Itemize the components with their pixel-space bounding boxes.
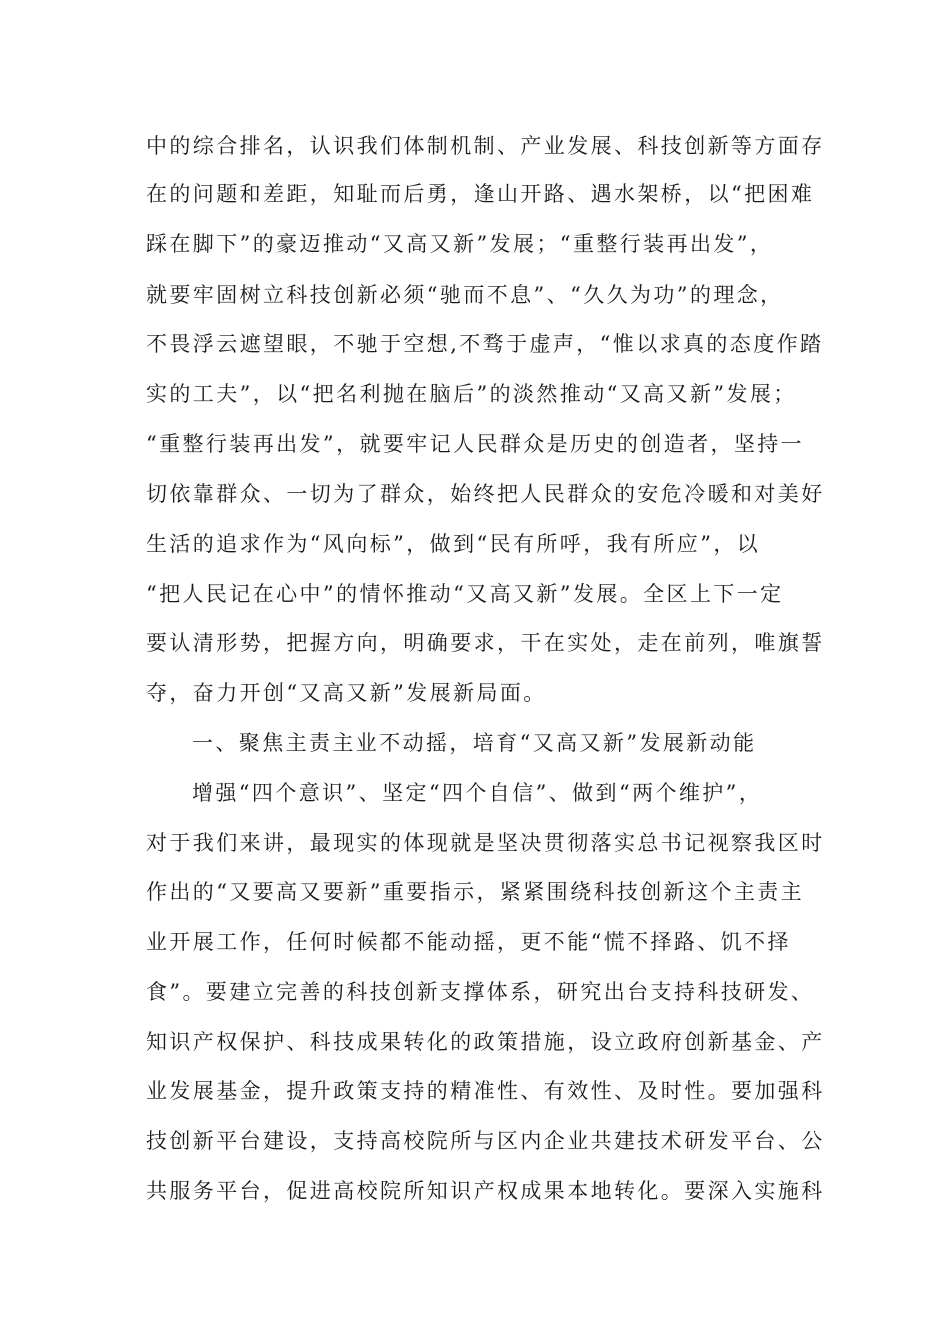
text-line: “把人民记在心中”的情怀推动“又高又新”发展。全区上下一定 — [146, 582, 784, 606]
text-line: 切依靠群众、一切为了群众，始终把人民群众的安危冷暖和对美好 — [146, 482, 825, 506]
text-line: 生活的追求作为“风向标”，做到“民有所呼，我有所应”，以 — [146, 532, 761, 556]
text-line: 实的工夫”，以“把名利抛在脑后”的淡然推动“又高又新”发展； — [146, 382, 797, 406]
text-line: 中的综合排名，认识我们体制机制、产业发展、科技创新等方面存 — [146, 134, 825, 158]
text-line: 作出的“又要高又要新”重要指示，紧紧围绕科技创新这个主责主 — [146, 880, 805, 904]
text-line: 不畏浮云遮望眼，不驰于空想,不骛于虚声，“惟以求真的态度作踏 — [146, 332, 824, 356]
text-line: 在的问题和差距，知耻而后勇，逢山开路、遇水架桥，以“把困难 — [146, 182, 815, 206]
text-line: “重整行装再出发”，就要牢记人民群众是历史的创造者，坚持一 — [146, 432, 805, 456]
text-line: 技创新平台建设，支持高校院所与区内企业共建技术研发平台、公 — [146, 1129, 825, 1153]
text-line: 增强“四个意识”、坚定“四个自信”、做到“两个维护”， — [192, 781, 763, 805]
text-line: 共服务平台，促进高校院所知识产权成果本地转化。要深入实施科 — [146, 1179, 825, 1203]
text-line: 就要牢固树立科技创新必须“驰而不息”、“久久为功”的理念， — [146, 283, 784, 307]
text-line: 业发展基金，提升政策支持的精准性、有效性、及时性。要加强科 — [146, 1079, 825, 1103]
text-line: 业开展工作，任何时候都不能动摇，更不能“慌不择路、饥不择 — [146, 930, 791, 954]
section-heading: 一、聚焦主责主业不动摇，培育“又高又新”发展新动能 — [192, 731, 757, 755]
text-line: 知识产权保护、科技成果转化的政策措施，设立政府创新基金、产 — [146, 1030, 825, 1054]
text-line: 食”。要建立完善的科技创新支撑体系，研究出台支持科技研发、 — [146, 980, 815, 1004]
text-line: 要认清形势，把握方向，明确要求，干在实处，走在前列，唯旗誓 — [146, 631, 825, 655]
text-line: 对于我们来讲，最现实的体现就是坚决贯彻落实总书记视察我区时 — [146, 831, 825, 855]
text-line: 夺，奋力开创“又高又新”发展新局面。 — [146, 681, 547, 705]
text-line: 踩在脚下”的豪迈推动“又高又新”发展；“重整行装再出发”， — [146, 232, 774, 256]
